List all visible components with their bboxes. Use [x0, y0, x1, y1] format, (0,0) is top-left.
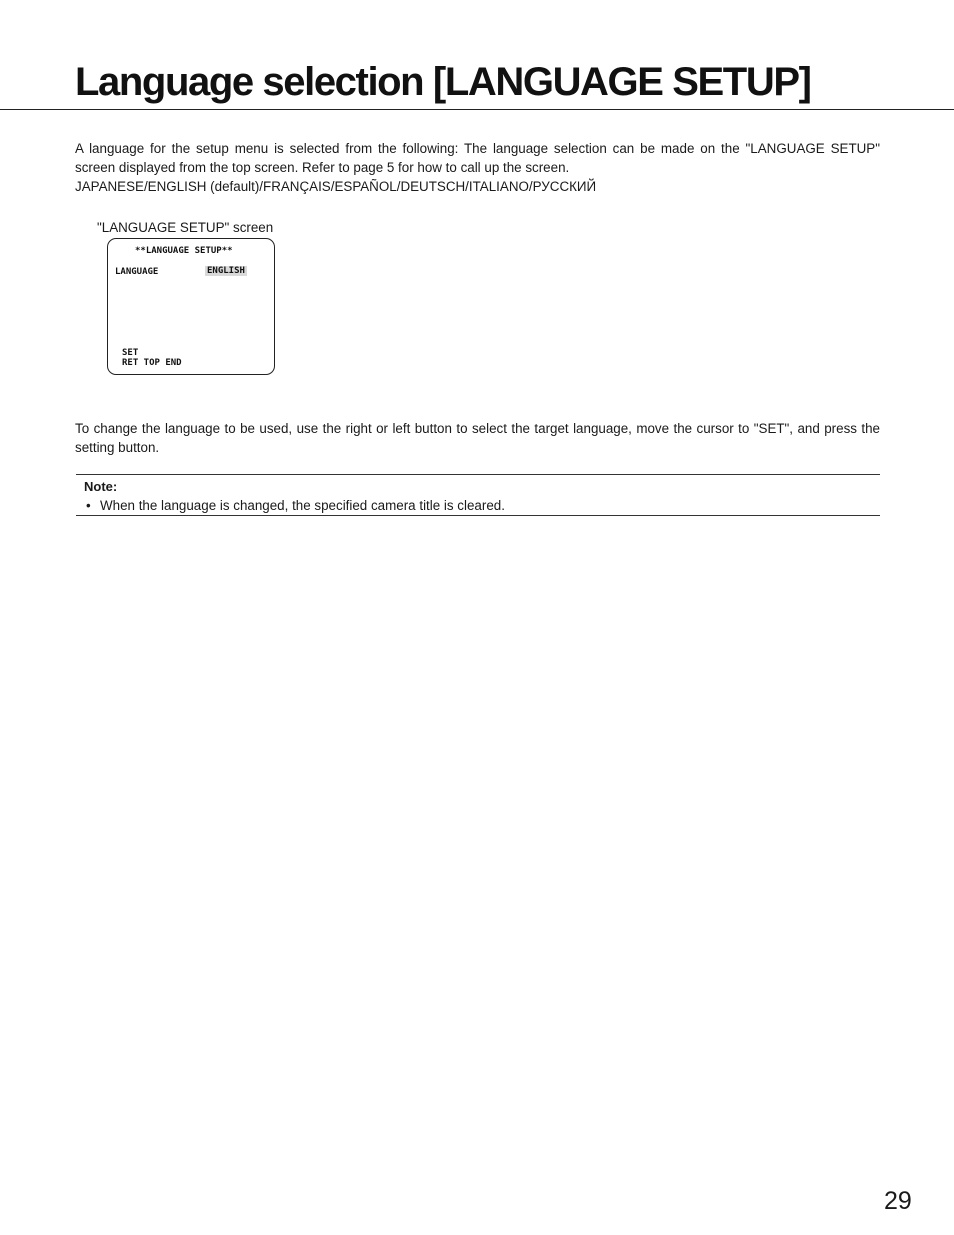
- bullet-icon: •: [86, 498, 91, 513]
- language-list: JAPANESE/ENGLISH (default)/FRANÇAIS/ESPAÑOL/DEUTSCH/ITALIANO/РУССКИЙ: [75, 179, 597, 194]
- title-divider: [0, 109, 954, 110]
- osd-set-label: SET: [122, 348, 139, 358]
- note-item-text: When the language is changed, the specified camera title is cleared.: [100, 498, 505, 513]
- page-number: 29: [884, 1187, 912, 1215]
- intro-paragraph: A language for the setup menu is selected from the following: The language selection can be made on the "LANGUAGE SETUP" screen displayed from the top screen. Refer to page 5 for how to call up the screen.: [75, 141, 880, 175]
- note-heading: Note:: [84, 479, 118, 494]
- instruction-paragraph: To change the language to be used, use the right or left button to select the target language, move the cursor to "SET", and press the setting button.: [75, 421, 880, 455]
- osd-language-label: LANGUAGE: [115, 267, 159, 277]
- language-setup-screen: [107, 238, 275, 375]
- screen-caption: "LANGUAGE SETUP" screen: [97, 220, 274, 235]
- osd-title: **LANGUAGE SETUP**: [135, 246, 233, 256]
- osd-nav-labels: RET TOP END: [122, 358, 182, 368]
- note-box: [76, 474, 880, 516]
- note-item: [86, 497, 505, 514]
- osd-language-value: ENGLISH: [207, 266, 245, 276]
- page-title: Language selection [LANGUAGE SETUP]: [75, 60, 811, 104]
